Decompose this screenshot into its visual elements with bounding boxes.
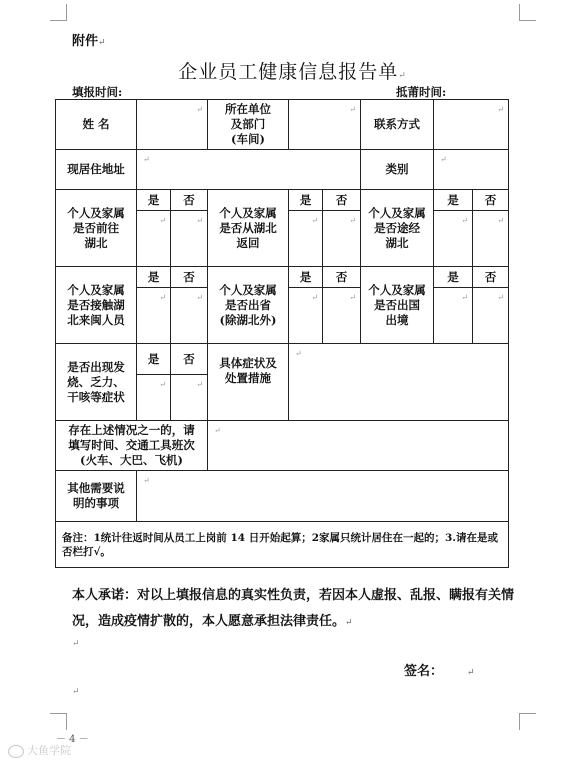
other-notes-field[interactable]: ↵: [137, 471, 509, 522]
no-header: 否: [473, 190, 509, 211]
unit-label: 所在单位 及部门 (车间): [208, 100, 289, 150]
health-report-form: [55, 99, 509, 568]
yes-header: 是: [137, 344, 171, 375]
address-label: 现居住地址: [56, 150, 137, 190]
no-checkbox[interactable]: ↵: [473, 288, 509, 344]
other-notes-label: 其他需要说 明的事项: [56, 471, 137, 522]
question-passed-through-hubei: 个人及家属 是否途经 湖北: [361, 190, 434, 267]
symptom-measures-field[interactable]: ↵: [289, 344, 509, 421]
no-header: 否: [323, 267, 361, 288]
paragraph-mark: ↵: [72, 687, 80, 697]
attachment-label: 附件↵: [72, 34, 106, 49]
page-title: 企业员工健康信息报告单↵: [178, 61, 407, 83]
symptom-measures-label: 具体症状及 处置措施: [208, 344, 289, 421]
arrival-time-label: 抵莆时间:: [396, 85, 447, 99]
yes-checkbox[interactable]: ↵: [137, 211, 171, 267]
name-label: 姓 名: [56, 100, 137, 150]
name-field[interactable]: ↵: [137, 100, 208, 150]
no-checkbox[interactable]: ↵: [171, 288, 208, 344]
yes-checkbox[interactable]: ↵: [289, 211, 323, 267]
paragraph-mark: ↵: [72, 639, 80, 649]
yes-checkbox[interactable]: ↵: [434, 211, 473, 267]
category-label: 类别: [361, 150, 434, 190]
signature-label: 签名： ↵: [404, 664, 475, 679]
question-contact-with-hubei-arrivals: 个人及家属 是否接触湖 北来闽人员: [56, 267, 137, 344]
yes-checkbox[interactable]: ↵: [434, 288, 473, 344]
yes-checkbox[interactable]: ↵: [289, 288, 323, 344]
form-note: 备注：1统计往返时间从员工上岗前 14 日开始起算；2家属只统计居住在一起的；3.请在是或否栏打√。: [56, 522, 509, 568]
unit-field[interactable]: ↵: [289, 100, 361, 150]
question-symptoms: 是否出现发 烧、乏力、 干咳等症状: [56, 344, 137, 421]
no-header: 否: [323, 190, 361, 211]
crop-mark-top-left: [50, 4, 67, 21]
commitment-text: 本人承诺：对以上填报信息的真实性负责，若因本人虚报、乱报、瞒报有关情况，造成疫情扩散的，本人愿意承担法律责任。↵: [72, 588, 515, 629]
no-checkbox[interactable]: ↵: [171, 375, 208, 421]
question-went-to-hubei: 个人及家属 是否前往 湖北: [56, 190, 137, 267]
no-header: 否: [171, 190, 208, 211]
address-field[interactable]: ↵: [137, 150, 361, 190]
question-left-province: 个人及家属 是否出省 (除湖北外): [208, 267, 289, 344]
no-checkbox[interactable]: ↵: [473, 211, 509, 267]
watermark-logo-icon: [8, 745, 24, 758]
yes-checkbox[interactable]: ↵: [137, 375, 171, 421]
yes-header: 是: [137, 190, 171, 211]
crop-mark-top-right: [519, 4, 536, 21]
category-field[interactable]: ↵: [434, 150, 509, 190]
yes-checkbox[interactable]: ↵: [137, 288, 171, 344]
contact-label: 联系方式: [361, 100, 434, 150]
no-header: 否: [171, 344, 208, 375]
no-checkbox[interactable]: ↵: [323, 288, 361, 344]
yes-header: 是: [137, 267, 171, 288]
page-number: － 4 －: [56, 734, 89, 745]
watermark: 大鱼学院: [8, 742, 71, 758]
yes-header: 是: [434, 190, 473, 211]
no-header: 否: [171, 267, 208, 288]
no-checkbox[interactable]: ↵: [323, 211, 361, 267]
yes-header: 是: [289, 190, 323, 211]
question-returned-from-hubei: 个人及家属 是否从湖北 返回: [208, 190, 289, 267]
yes-header: 是: [434, 267, 473, 288]
crop-mark-bottom-right: [519, 713, 536, 730]
no-header: 否: [473, 267, 509, 288]
travel-details-field[interactable]: ↵: [208, 421, 509, 471]
fill-time-label: 填报时间:: [72, 85, 123, 99]
no-checkbox[interactable]: ↵: [171, 211, 208, 267]
question-went-abroad: 个人及家属 是否出国 出境: [361, 267, 434, 344]
travel-details-label: 存在上述情况之一的，请 填写时间、交通工具班次 (火车、大巴、飞机): [56, 421, 208, 471]
crop-mark-bottom-left: [50, 713, 67, 730]
contact-field[interactable]: ↵: [434, 100, 509, 150]
yes-header: 是: [289, 267, 323, 288]
